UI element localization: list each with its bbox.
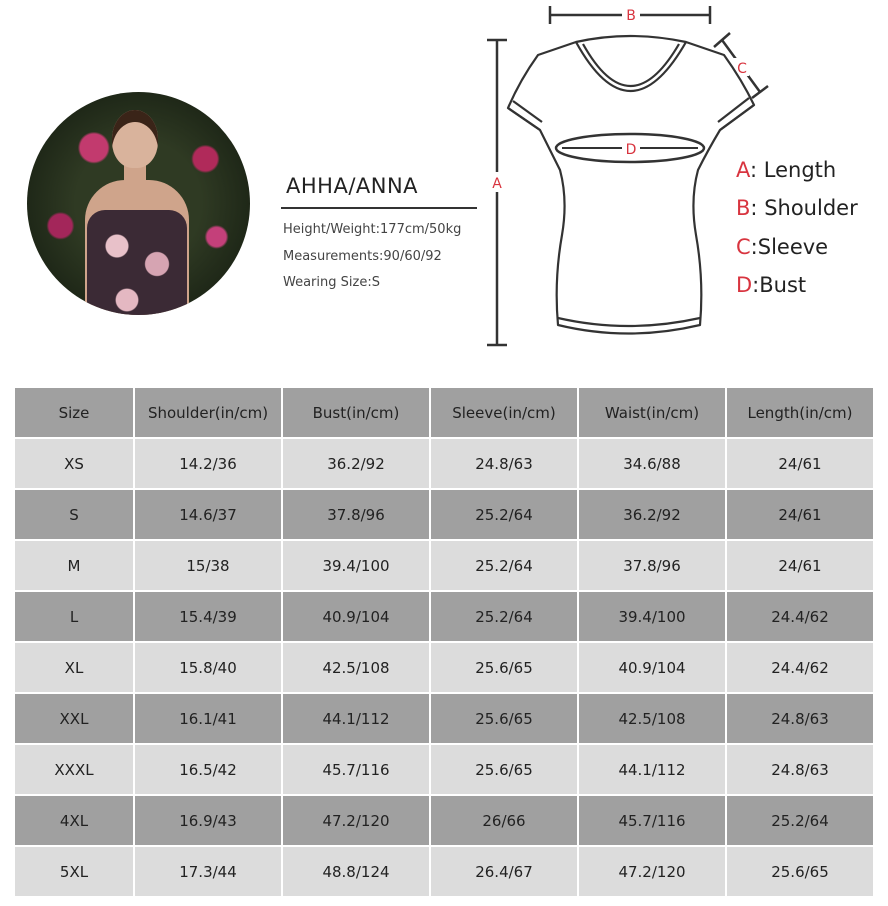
legend-separator: : [750,235,758,259]
model-divider [281,207,477,209]
length-cell: 24/61 [727,439,873,488]
length-arrow [487,40,507,345]
table-row [15,745,873,794]
header-length: Length(in/cm) [727,388,873,437]
legend-text: Bust [759,273,807,297]
table-row [15,847,873,896]
sleeve-cell: 25.6/65 [431,745,577,794]
header-shoulder: Shoulder(in/cm) [135,388,281,437]
table-row [15,490,873,539]
sleeve-cell: 25.6/65 [431,643,577,692]
waist-cell: 47.2/120 [579,847,725,896]
header-size: Size [15,388,133,437]
waist-cell: 37.8/96 [579,541,725,590]
size-cell: XXL [15,694,133,743]
header-sleeve: Sleeve(in/cm) [431,388,577,437]
waist-cell: 39.4/100 [579,592,725,641]
shoulder-cell: 15.8/40 [135,643,281,692]
sleeve-label: C [737,61,747,77]
legend-letter: A [736,158,750,182]
shoulder-cell: 15/38 [135,541,281,590]
sleeve-cell: 26.4/67 [431,847,577,896]
model-height-weight: Height/Weight:177cm/50kg [283,222,462,237]
size-cell: S [15,490,133,539]
bust-cell: 42.5/108 [283,643,429,692]
sleeve-cell: 25.2/64 [431,490,577,539]
bust-cell: 40.9/104 [283,592,429,641]
legend-separator: : [752,273,760,297]
sleeve-cell: 25.2/64 [431,592,577,641]
length-cell: 24.4/62 [727,592,873,641]
legend-length [736,158,836,182]
legend-text: Length [763,158,837,182]
model-name: AHHA/ANNA [286,174,419,198]
bust-cell: 45.7/116 [283,745,429,794]
table-row [15,592,873,641]
waist-cell: 40.9/104 [579,643,725,692]
waist-cell: 42.5/108 [579,694,725,743]
shoulder-cell: 17.3/44 [135,847,281,896]
bust-cell: 44.1/112 [283,694,429,743]
legend-sleeve [736,235,828,259]
model-wearing-size: Wearing Size:S [283,275,380,290]
legend-bust [736,273,806,297]
bust-cell: 48.8/124 [283,847,429,896]
tshirt-outline [508,36,754,334]
legend-separator: : [750,196,765,220]
bust-cell: 39.4/100 [283,541,429,590]
length-cell: 25.2/64 [727,796,873,845]
shoulder-cell: 15.4/39 [135,592,281,641]
sleeve-cell: 25.6/65 [431,694,577,743]
legend-letter: C [736,235,751,259]
bust-cell: 36.2/92 [283,439,429,488]
model-measurements: Measurements:90/60/92 [283,249,442,264]
sleeve-arrow [714,33,768,98]
size-cell: XS [15,439,133,488]
length-cell: 25.6/65 [727,847,873,896]
table-row [15,643,873,692]
shoulder-cell: 16.1/41 [135,694,281,743]
model-head [112,110,158,168]
size-cell: L [15,592,133,641]
sleeve-cell: 24.8/63 [431,439,577,488]
size-cell: 5XL [15,847,133,896]
model-photo [27,92,250,315]
header-waist: Waist(in/cm) [579,388,725,437]
table-row [15,541,873,590]
legend-separator: : [750,158,764,182]
shoulder-arrow [550,5,710,24]
header-bust: Bust(in/cm) [283,388,429,437]
size-cell: XXXL [15,745,133,794]
shoulder-cell: 14.6/37 [135,490,281,539]
waist-cell: 44.1/112 [579,745,725,794]
waist-cell: 34.6/88 [579,439,725,488]
table-row [15,694,873,743]
bust-measure [556,134,704,162]
legend-shoulder [736,196,858,220]
bust-label: D [625,142,637,158]
legend-letter: D [736,273,753,297]
waist-cell: 45.7/116 [579,796,725,845]
length-cell: 24/61 [727,541,873,590]
length-cell: 24.4/62 [727,643,873,692]
bust-cell: 37.8/96 [283,490,429,539]
bust-cell: 47.2/120 [283,796,429,845]
length-cell: 24.8/63 [727,745,873,794]
shoulder-cell: 16.5/42 [135,745,281,794]
table-row [15,796,873,845]
size-cell: M [15,541,133,590]
size-cell: XL [15,643,133,692]
model-dress [87,210,187,315]
size-cell: 4XL [15,796,133,845]
size-chart-table [13,386,875,898]
waist-cell: 36.2/92 [579,490,725,539]
sleeve-cell: 25.2/64 [431,541,577,590]
table-header-row [15,388,873,437]
legend-text: Shoulder [764,196,858,220]
shoulder-label: B [626,8,636,24]
sleeve-cell: 26/66 [431,796,577,845]
legend-letter: B [736,196,751,220]
length-label: A [492,176,502,192]
legend-text: Sleeve [757,235,829,259]
length-cell: 24.8/63 [727,694,873,743]
length-cell: 24/61 [727,490,873,539]
shoulder-cell: 16.9/43 [135,796,281,845]
shoulder-cell: 14.2/36 [135,439,281,488]
table-row [15,439,873,488]
